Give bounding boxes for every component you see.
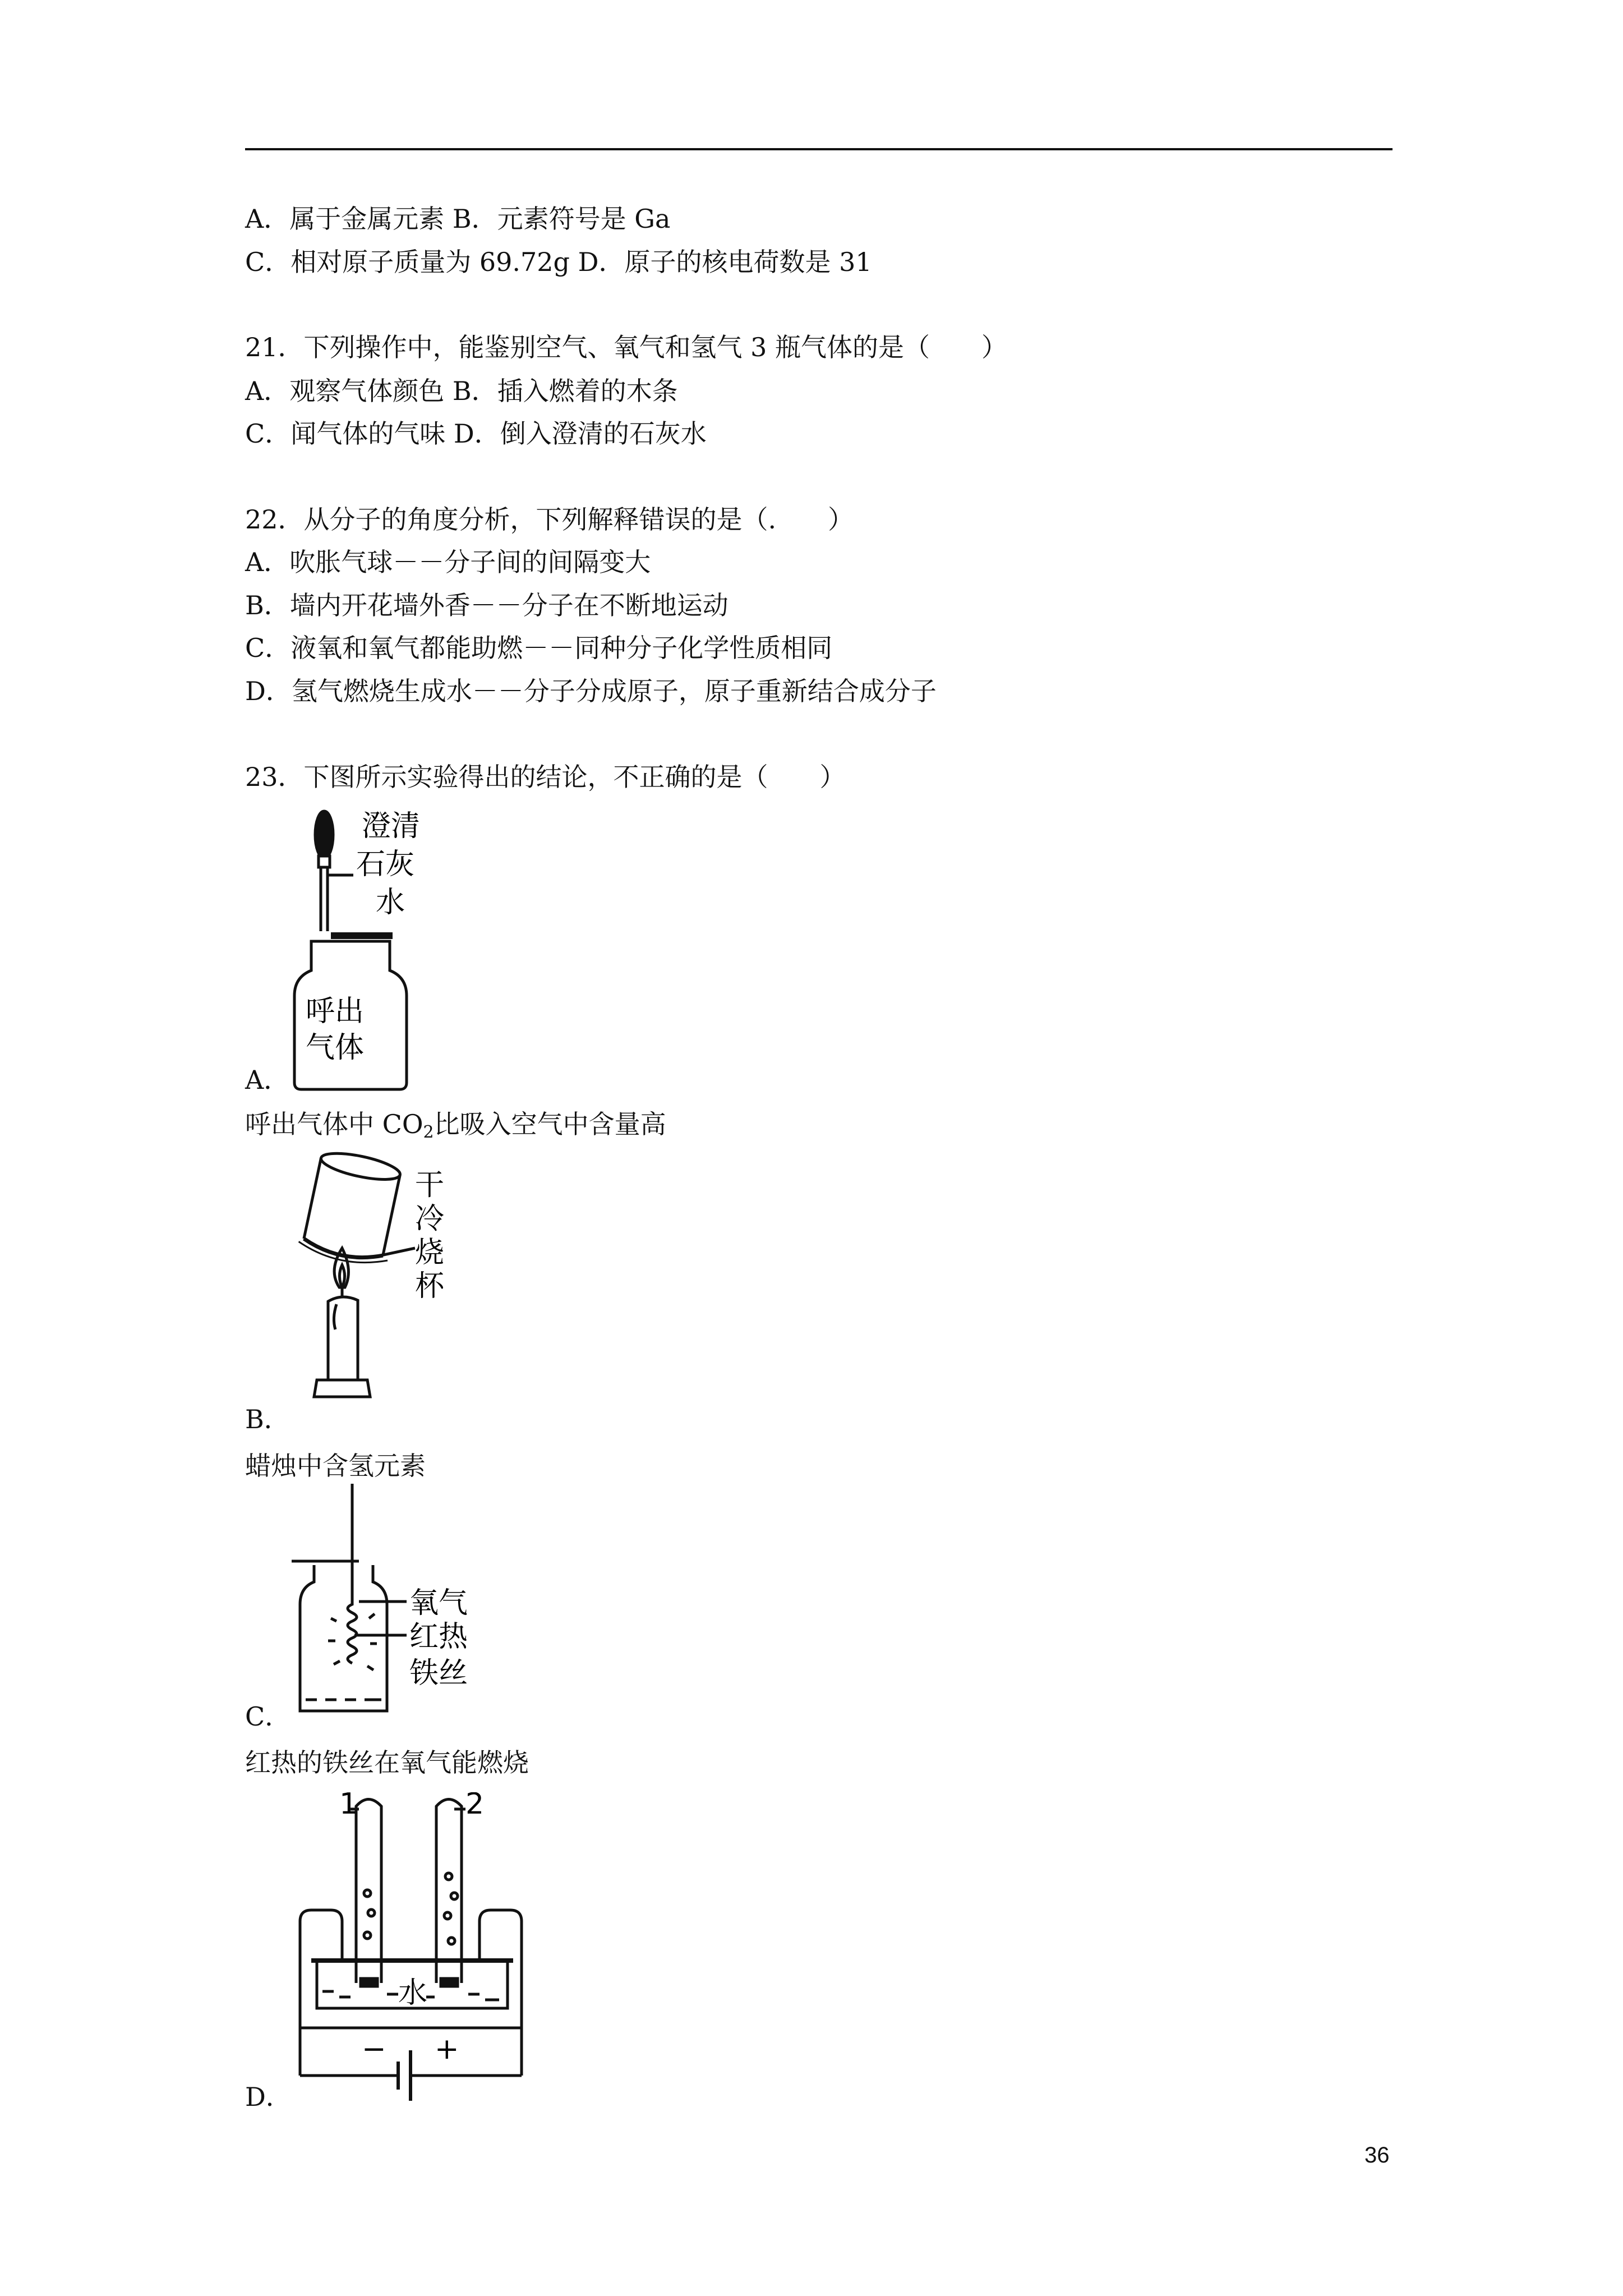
- fig-a-text-3: 水: [376, 886, 405, 919]
- q23-option-d-label: D．: [245, 2082, 292, 2112]
- fig-a-text-4: 呼出: [306, 995, 365, 1028]
- q22-option-a: A．吹胀气球－－分子间的间隔变大: [245, 547, 651, 577]
- conclusion-a-post: 比吸入空气中含量高: [434, 1109, 666, 1139]
- q23-option-c-conclusion: 红热的铁丝在氧气能燃烧: [245, 1747, 529, 1778]
- q21-stem: 21．下列操作中，能鉴别空气、氧气和氢气 3 瓶气体的是（ ）: [245, 332, 1008, 362]
- fig-c-text-3: 铁丝: [409, 1657, 468, 1690]
- fig-d-text-5: +: [435, 2032, 459, 2066]
- q23-option-c-label: C．: [245, 1701, 291, 1732]
- q23-option-b-conclusion: 蜡烛中含氢元素: [245, 1451, 426, 1481]
- figure-d-electrolysis: [286, 1792, 550, 2106]
- figure-c-iron-wire-jar: [292, 1484, 527, 1725]
- q22-option-c: C．液氧和氧气都能助燃－－同种分子化学性质相同: [245, 633, 833, 663]
- fig-c-text-1: 氧气: [409, 1586, 468, 1620]
- q20-options-line2: C．相对原子质量为 69.72g D．原子的核电荷数是 31: [245, 247, 872, 277]
- co2-subscript: 2: [423, 1122, 434, 1142]
- fig-b-text-2: 冷: [415, 1202, 445, 1236]
- fig-d-text-2: 2: [465, 1792, 485, 1821]
- q23-option-b-label: B．: [245, 1404, 290, 1434]
- fig-a-text-1: 澄清: [362, 809, 421, 843]
- figure-a-limewater-bottle: [292, 802, 437, 1094]
- fig-a-text-5: 气体: [306, 1031, 365, 1065]
- header-rule: [245, 148, 1393, 150]
- figure-b-candle-beaker: [292, 1150, 460, 1419]
- fig-b-text-1: 干: [415, 1168, 445, 1202]
- conclusion-a-pre: 呼出气体中 CO: [245, 1109, 423, 1139]
- q22-option-d: D．氢气燃烧生成水－－分子分成原子，原子重新结合成分子: [245, 676, 937, 706]
- fig-d-text-1: 1: [339, 1792, 358, 1821]
- q20-options-line1: A．属于金属元素 B．元素符号是 Ga: [245, 204, 671, 234]
- q23-option-a-label: A．: [245, 1065, 290, 1095]
- page-number: 36: [1364, 2143, 1390, 2168]
- fig-b-text-4: 杯: [415, 1269, 445, 1303]
- fig-d-text-4: −: [362, 2032, 386, 2066]
- fig-a-text-2: 石灰: [356, 848, 415, 881]
- q22-option-b: B．墙内开花墙外香－－分子在不断地运动: [245, 590, 728, 620]
- q23-stem: 23．下图所示实验得出的结论，不正确的是（ ）: [245, 762, 846, 792]
- q23-option-a-conclusion: [245, 1107, 666, 1149]
- q21-options-line1: A．观察气体颜色 B．插入燃着的木条: [245, 376, 678, 406]
- fig-d-text-3: 水: [398, 1976, 428, 2010]
- fig-b-text-3: 烧: [415, 1236, 445, 1269]
- fig-c-text-2: 红热: [409, 1620, 468, 1654]
- q22-stem: 22．从分子的角度分析，下列解释错误的是（. ）: [245, 504, 854, 535]
- q21-options-line2: C．闻气体的气味 D．倒入澄清的石灰水: [245, 418, 707, 449]
